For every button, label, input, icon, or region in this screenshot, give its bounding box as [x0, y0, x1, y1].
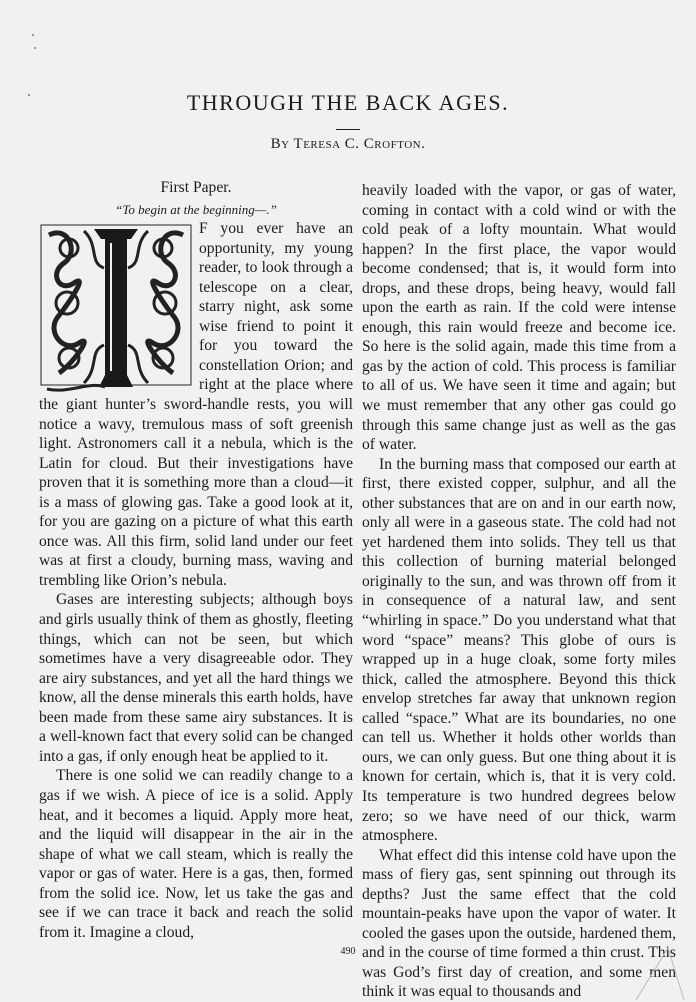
right-column: [362, 181, 676, 1002]
paragraph: There is one solid we can readily change to a gas if we wish. A piece of ice is a solid. Apply heat, and it becomes a liquid. Apply more heat, and the liquid will disappear in the air in the shape of what we call steam, which is really the vapor or gas of water. Here is a gas, then, formed from the solid ice. Now, let us take the gas and see if we can trace it back and reach the solid from it. Imagine a cloud,: [39, 767, 353, 941]
epigraph: “To begin at the beginning—.”: [115, 201, 277, 217]
left-column: [39, 178, 353, 942]
byline: By Teresa C. Crofton.: [270, 136, 426, 152]
paragraph: What effect did this intense cold have upon the mass of fiery gas, sent spinning out through its depths? Just the same effect that the cold mountain-peaks have upon the vapor of water. It cooled the gases upon the outside, hardened them, and in the course of time formed a thin crust. This was God’s first day of creation, and some men think it was equal to thousands and: [362, 846, 676, 1001]
subhead: First Paper.: [160, 179, 232, 196]
ornamental-dropcap-i: [39, 223, 193, 394]
article-title: THROUGH THE BACK AGES.: [186, 90, 510, 115]
paragraph: heavily loaded with the vapor, or gas of water, coming in contact with a cold wind or with the cold peak of a lofty mountain. What would happen? In the first place, the vapor would become condensed; that is, it would form into drops, and these drops, being heavy, would fall upon the earth as rain. If the cold were intense enough, this rain would freeze and become ice. So here is the solid again, made this time from a gas by the action of cold. This process is familiar to all of us. We have seen it time and again; but we must remember that any other gas could go through this same change just as well as the gas of water.: [362, 182, 676, 454]
scan-speck: [34, 47, 36, 49]
paragraph: F you ever have an opportunity, my young reader, to look through a telescope on a clear, starry night, ask some wise friend to point it for you toward the constellation Orion; and right at the place where the giant hunter’s sword-handle rests, you will notice a wavy, tremulous mass of soft greenish light. Astronomers call it a nebula, which is the Latin for cloud. But their investigations have proven that it is something more than a cloud—it is a mass of glowing gas. Take a good look at it, for you are gazing on a picture of what this earth once was. All this firm, solid land under our feet was at first a cloudy, burning mass, waving and trembling like Orion’s nebula.: [39, 220, 353, 589]
scan-speck: [28, 94, 30, 96]
title-rule: [336, 129, 360, 130]
paragraph: In the burning mass that composed our earth at first, there existed copper, sulphur, and all the other substances that are on and in our earth now, only all were in a gaseous state. The cold had not yet hardened them into solids. They tell us that this collection of burning material belonged originally to the sun, and was thrown off from it in consequence of a natural law, and sent “whirling in space.” Do you understand what that word “space” means? This globe of ours is wrapped up in a huge cloak, some forty miles thick, called the atmosphere. Beyond this thick envelop stretches far away that unknown region called “space.” What are its boundaries, no one can tell us. Whether it holds other worlds than ours, we can only guess. But one thing about it is known for certain, which is, that it is very cold. Its temperature is two hundred degrees below zero; so we have need of our thick, warm atmosphere.: [362, 455, 676, 845]
page-corner-fold: [616, 940, 696, 1000]
scan-speck: [32, 34, 34, 36]
paragraph: Gases are interesting subjects; although boys and girls usually think of them as ghostly, fleeting things, which can not be seen, but which sometimes have a very disagreeable odor. They are airy substances, and yet all the hard things we know, all the dense minerals this earth holds, have been made from these same airy substances. It is a well-known fact that every solid can be changed into a gas, if only enough heat be applied to it.: [39, 591, 353, 765]
page-number: 490: [340, 946, 356, 957]
